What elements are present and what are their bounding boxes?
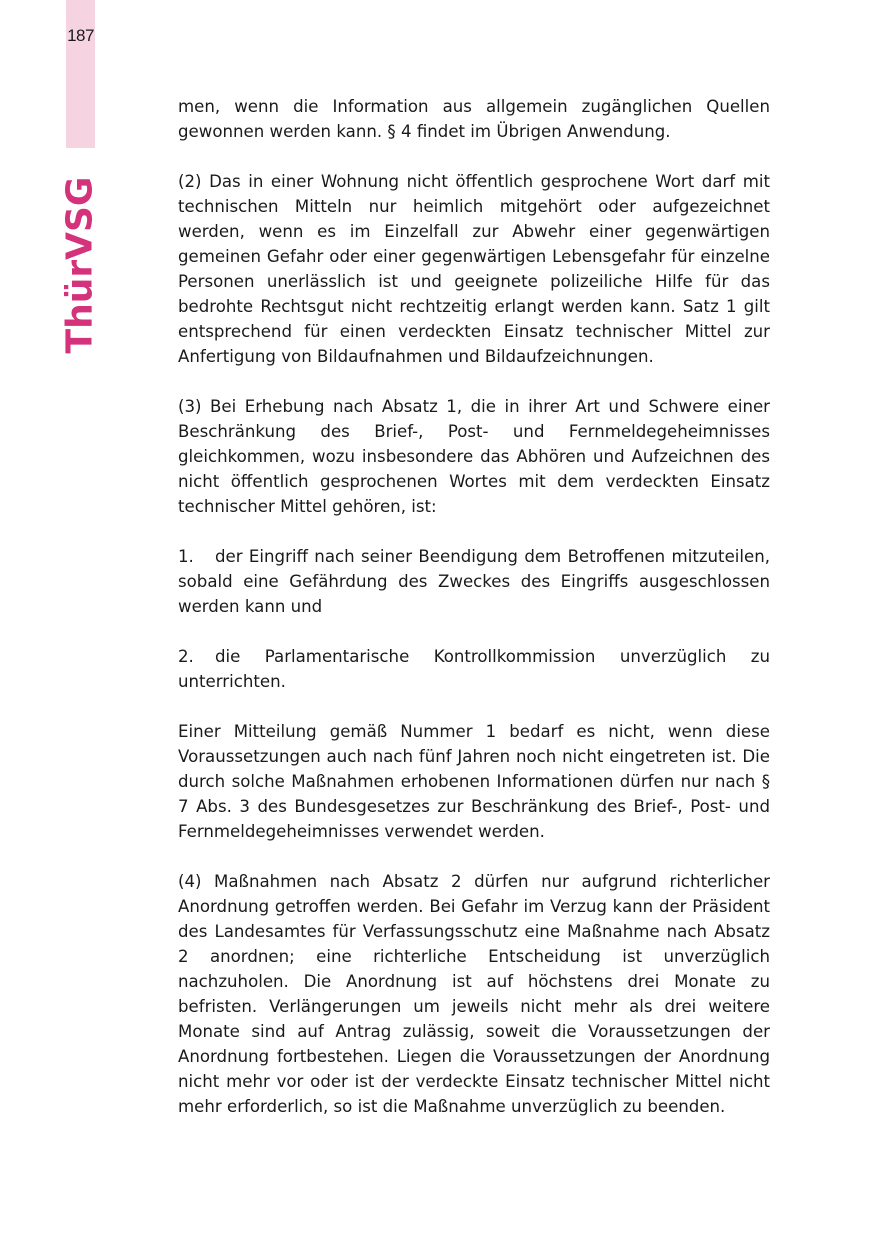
list-item: [178, 644, 770, 694]
list-number: 2.: [178, 647, 194, 666]
section-label: [59, 176, 101, 354]
page-number: 187: [67, 26, 94, 45]
paragraph: Einer Mitteilung gemäß Nummer 1 bedarf es nicht, wenn diese Voraussetzungen auch nach fünf Jahren noch nicht eingetreten ist. Die durch solche Maßnahmen erhobenen Informationen dürfen nur nach § 7 Abs. 3 des Bundesgesetzes zur Beschränkung des Brief-, Post- und Fernmeldegeheimnisses verwendet werden.: [178, 722, 770, 841]
paragraph: men, wenn die Information aus allgemein zugänglichen Quellen gewonnen werden kann. § 4 findet im Übrigen Anwendung.: [178, 97, 770, 141]
section-label-text: ThürVSG: [59, 176, 101, 354]
list-number: 1.: [178, 547, 194, 566]
paragraph: (4) Maßnahmen nach Absatz 2 dürfen nur aufgrund richterlicher Anordnung getroffen werden. Bei Gefahr im Verzug kann der Präsident des Landesamtes für Verfassungsschutz eine Maßnahme nach Absatz 2 anordnen; eine richterliche Entscheidung ist unverzüglich nachzuholen. Die Anordnung ist auf höchstens drei Monate zu befristen. Verlängerungen um jeweils nicht mehr als drei weitere Monate sind auf Antrag zulässig, soweit die Voraussetzungen der Anordnung fortbestehen. Liegen die Voraussetzungen der Anordnung nicht mehr vor oder ist der verdeckte Einsatz technischer Mittel nicht mehr erforderlich, so ist die Maßnahme unverzüglich zu beenden.: [178, 872, 770, 1116]
side-color-band: [66, 0, 95, 148]
list-item: [178, 544, 770, 619]
list-text: die Parlamentarische Kontrollkommission unverzüglich zu unterrichten.: [178, 647, 770, 691]
list-text: der Eingriff nach seiner Beendigung dem Betroffenen mitzuteilen, sobald eine Gefährdung des Zweckes des Eingriffs ausgeschlossen werden kann und: [178, 547, 770, 616]
paragraph: (3) Bei Erhebung nach Absatz 1, die in ihrer Art und Schwere einer Beschränkung des Brief-, Post- und Fernmeldegeheimnisses gleichkommen, wozu insbesondere das Abhören und Aufzeichnen des nicht öffentlich gesprochenen Wortes mit dem verdeckten Einsatz technischer Mittel gehören, ist:: [178, 397, 770, 516]
page-body: [178, 94, 770, 1144]
paragraph: (2) Das in einer Wohnung nicht öffentlich gesprochene Wort darf mit technischen Mitteln nur heimlich mitgehört oder aufgezeichnet werden, wenn es im Einzelfall zur Abwehr einer gegenwärtigen gemeinen Gefahr oder einer gegenwärtigen Lebensgefahr für einzelne Personen unerlässlich ist und geeignete polizeiliche Hilfe für das bedrohte Rechtsgut nicht rechtzeitig erlangt werden kann. Satz 1 gilt entsprechend für einen verdeckten Einsatz technischer Mittel zur Anfertigung von Bildaufnahmen und Bildaufzeichnungen.: [178, 172, 770, 366]
